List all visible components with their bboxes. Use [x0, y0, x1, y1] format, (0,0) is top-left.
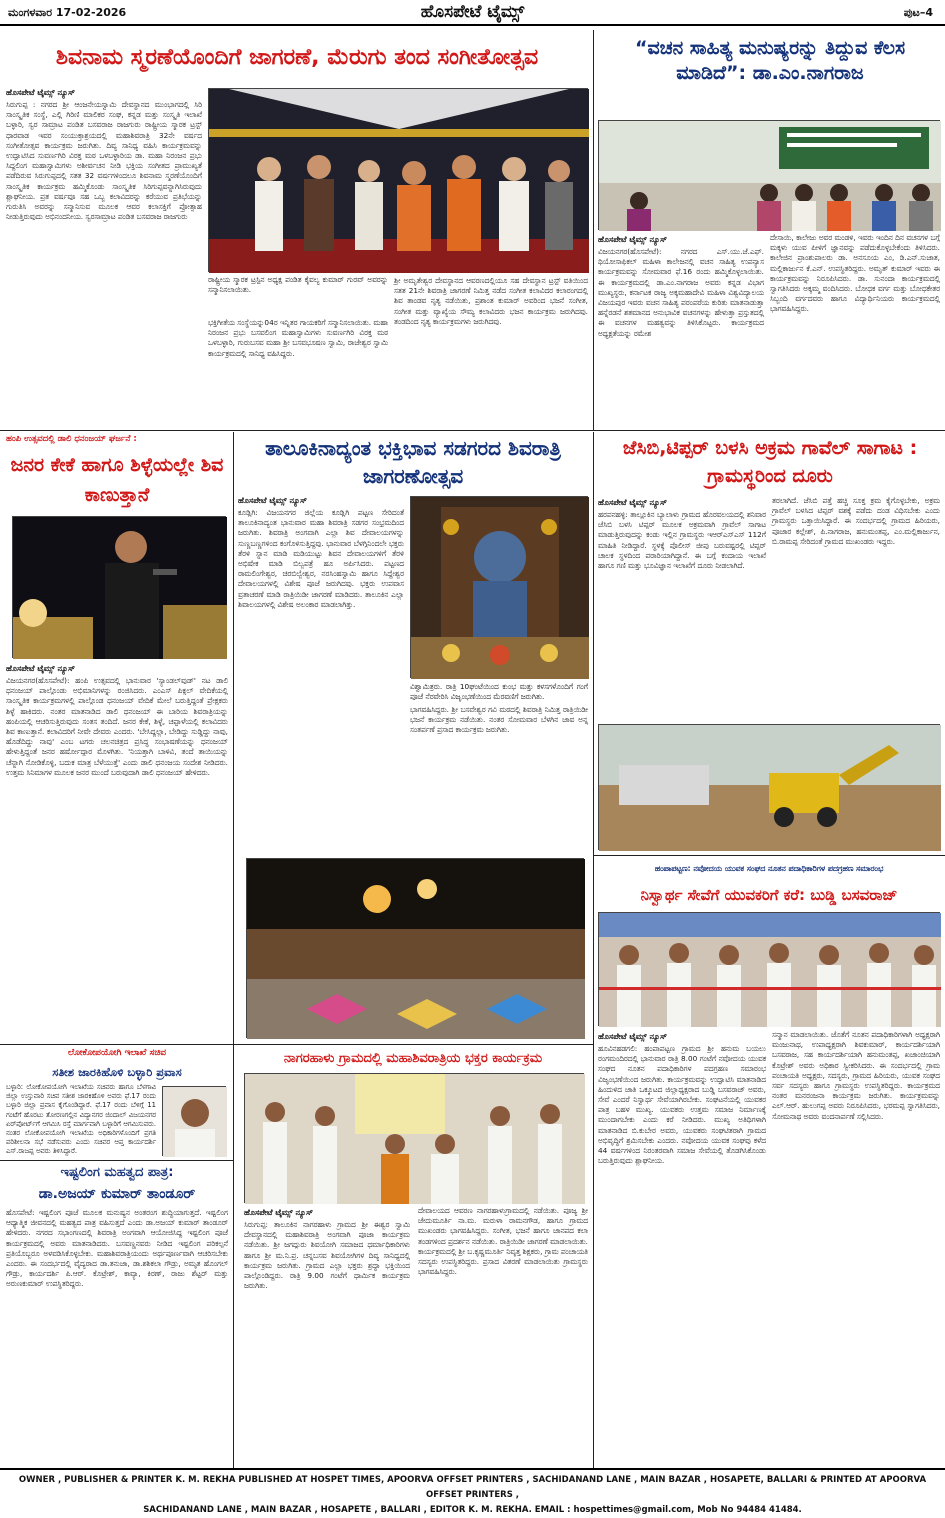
story6-headline-box — [596, 883, 942, 909]
story4-column-left — [238, 494, 404, 854]
story8-kicker: ಇಷ್ಟಲಿಂಗ ಮಹತ್ವದ ಪಾತ್ರ: — [60, 1165, 174, 1180]
story9-column-left — [244, 1206, 410, 1464]
story4-body-right: ಭಾಗವಹಿಸಿದ್ದರು. ಶ್ರೀ ಬಸವೇಶ್ವರ ಗವಿ ಮಠದಲ್ಲಿ ಶಿವರಾತ್ರಿ ನಿಮಿತ್ತ ರಾತ್ರಿಯಿಡೀ ಭಜನೆ ಕಾರ್ಯಕ್ರಮ ನಡೆಯಿತು. ನಂತರ ಸೋಮವಾರ ಬೆಳಗಿನ ಜಾವ ಅನ್ನ ಸಂತರ್ಪಣೆ ಪ್ರಸಾದ ಕಾರ್ಯಕ್ರಮ ಜರುಗಿತು. — [410, 705, 588, 735]
story1-photo — [208, 88, 588, 272]
section-rule — [0, 1044, 233, 1045]
story9-column-right — [418, 1206, 588, 1464]
story2-byline: ಹೊಸಪೇಟೆ ಟೈಮ್ಸ್ ನ್ಯೂಸ್ — [598, 235, 667, 244]
issue-date: ಮಂಗಳವಾರ 17-02-2026 — [8, 6, 127, 19]
story6-column-left — [598, 1030, 766, 1464]
story1-byline: ಹೊಸಪೇಟೆ ಟೈಮ್ಸ್ ನ್ಯೂಸ್ — [6, 88, 75, 97]
story6-headline: ನಿಸ್ವಾರ್ಥ ಸೇವೆಗೆ ಯುವಕರಿಗೆ ಕರೆ: ಬುಡ್ಡಿ ಬಸವರಾಜ್ — [640, 886, 898, 904]
story1-body-mid: ಭಕ್ತಿಗೀತೆಯ ಸಂಸ್ಥೆಯನ್ನು04ರ ಇನ್ನಿತರ ಗಾಯಕರಿಗೆ ಸನ್ಮಾನಿಸಲಾಯಿತು. ಮಹಾ ನಿರಂಜನ ಪ್ರಭು ಬಸವಲಿಂಗ ಮಹಾಸ್ವಾಮಿಗಳು ಸುವರ್ಣಗಿರಿ ವಿರಕ್ತ ಮಠ ಒಳಬಳ್ಳಾರಿ, ಗುರುಬಸವ ಮಹಾ ಶ್ರೀ ಬಸವಭೂಷಣ ಸ್ವಾಮಿ, ರಾಜೇಶ್ವರ ಸ್ವಾಮಿ ಕಾರ್ಯಕ್ರಮದಲ್ಲಿ ಸಾನಿಧ್ಯ ವಹಿಸಿದ್ದರು. — [208, 318, 388, 358]
story1-column-left — [6, 86, 202, 426]
story2-body-left: ವಿಜಯನಗರ(ಹೊಸಪೇಟೆ): ನಗರದ ಎಸ್.ಯು.ಜೆ.ಎಫ್. ಥಿಯೋಸಾಫಿಕಲ್ ಮಹಿಳಾ ಕಾಲೇಜನಲ್ಲಿ ವಚನ ಸಾಹಿತ್ಯ ಉಪನ್ಯಾಸ ಕಾರ್ಯಕ್ರಮವನ್ನು ಸೋಮವಾರ ಫೆ.16 ರಂದು ಹಮ್ಮಿಕೊಳ್ಳಲಾಯಿತು. ಈ ಕಾರ್ಯಕ್ರಮದಲ್ಲಿ ಡಾ.ಎಂ.ನಾಗರಾಜ ಅವರು ಕನ್ನಡ ವಿಭಾಗ ಮುಖ್ಯಸ್ಥರು, ಕರ್ನಾಟಕ ರಾಜ್ಯ ಅಕ್ಕಮಹಾದೇವಿ ಮಹಿಳಾ ವಿಶ್ವವಿದ್ಯಾಲಯ ವಿಜಯಪುರ ಇವರು ವಚನ ಸಾಹಿತ್ಯ ಪರಂಪರೆಯ ಕುರಿತು ಮಾತನಾಡುತ್ತಾ ಹನ್ನೆರಡನೆ ಶತಮಾನದ ಅನುಭಾವಿಕ ವಚನಗಳನ್ನು ಹೇಳುತ್ತಾ ಪ್ರಸ್ತುತದಲ್ಲಿ ಈ ವಚನಗಳ ಮಹತ್ವವನ್ನು ತಿಳಿಸಿಕೊಟ್ಟರು. ಕಾರ್ಯಕ್ರಮದ ಅಧ್ಯಕ್ಷತೆಯನ್ನು ರಮೇಶ — [598, 247, 764, 338]
story6-byline: ಹೊಸಪೇಟೆ ಟೈಮ್ಸ್ ನ್ಯೂಸ್ — [598, 1032, 667, 1041]
column-rule — [233, 432, 234, 1468]
story4-temple-photo — [410, 496, 588, 678]
story6-body-right: ಸನ್ಮಾನ ಮಾಡಲಾಯಿತು. ಜೊತೆಗೆ ನೂತನ ಪದಾಧಿಕಾರಿಗಳಾಗಿ ಅಧ್ಯಕ್ಷರಾಗಿ ಮಂಜುನಾಥ, ಉಪಾಧ್ಯಕ್ಷರಾಗಿ ಶಿವಕುಮಾರ್, ಕಾರ್ಯದರ್ಶಿಯಾಗಿ ಬಸವರಾಜ, ಸಹ ಕಾರ್ಯದರ್ಶಿಯಾಗಿ ಹನುಮಂತಪ್ಪ, ಖಜಾಂಚಿಯಾಗಿ ಕೊಟ್ರೇಶ್ ಅವರು ಅಧಿಕಾರ ಸ್ವೀಕರಿಸಿದರು. ಈ ಸಂದರ್ಭದಲ್ಲಿ ಗ್ರಾಮ ಪಂಚಾಯತಿ ಅಧ್ಯಕ್ಷರು, ಸದಸ್ಯರು, ಗ್ರಾಮದ ಹಿರಿಯರು, ಯುವಕ ಸಂಘದ ಸರ್ವ ಸದಸ್ಯರು ಹಾಗೂ ಗ್ರಾಮಸ್ಥರು ಉಪಸ್ಥಿತರಿದ್ದರು. ಕಾರ್ಯಕ್ರಮದ ನಂತರ ಮನರಂಜನಾ ಕಾರ್ಯಕ್ರಮ ಜರುಗಿತು. ಕಾರ್ಯಕ್ರಮವನ್ನು ಎಲ್.ಆರ್. ಹುಲುಗಪ್ಪ ಅವರು ನಿರೂಪಿಸಿದರು, ಭರಮಪ್ಪ ಸ್ವಾಗತಿಸಿದರು, ಸೋಮನಾಥ ಅವರು ವಂದನಾರ್ಪಣೆ ಸಲ್ಲಿಸಿದರು. — [772, 1030, 940, 1121]
story9-body-left: ಸಿರುಗುಪ್ಪ: ತಾಲೂಕಿನ ನಾಗರಹಾಳು ಗ್ರಾಮದ ಶ್ರೀ ಈಶ್ವರ ಸ್ವಾಮಿ ದೇವಸ್ಥಾನದಲ್ಲಿ ಮಹಾಶಿವರಾತ್ರಿ ಅಂಗವಾಗಿ ಪೂಜಾ ಕಾರ್ಯಕ್ರಮ ನಡೆಯಿತು. ಶ್ರೀ ಜಗದ್ಗುರು ಶಿವಯೋಗಿ ಸಮಾಜದ ಧರ್ಮಾಧಿಕಾರಿಗಳು ಹಾಗೂ ಶ್ರೀ ಮ.ನಿ.ಪ್ರ. ಚನ್ನಬಸವ ಶಿವಯೋಗಿಗಳ ದಿವ್ಯ ಸಾನಿಧ್ಯದಲ್ಲಿ ಕಾರ್ಯಕ್ರಮ ಜರುಗಿತು. ಗ್ರಾಮದ ಎಲ್ಲಾ ಭಕ್ತರು ಶ್ರದ್ಧಾ ಭಕ್ತಿಯಿಂದ ಪಾಲ್ಗೊಂಡಿದ್ದರು. ರಾತ್ರಿ 9.00 ಗಂಟೆಗೆ ಧಾರ್ಮಿಕ ಕಾರ್ಯಕ್ರಮ ಜರುಗಿತು. — [244, 1220, 410, 1291]
story6-photo — [598, 912, 940, 1026]
story9-body-right: ದೇವಾಲಯದ ಆವರಣ ನಾಗರಹಾಳುಗ್ರಾಮದಲ್ಲಿ ನಡೆಯಿತು. ಪೂಜ್ಯ ಶ್ರೀ ಜೇದುಮೂರ್ತಿ ನಾ.ಮ. ಮರುಳಾ ರಾಮನಗೌಡ, ಹಾಗೂ ಗ್ರಾಮದ ಮುಖಂಡರು ಭಾಗವಹಿಸಿದ್ದರು. ಸಂಗೀತ, ಭಜನೆ ಹಾಗೂ ಜಾನಪದ ಕಲಾ ತಂಡಗಳಿಂದ ಪ್ರದರ್ಶನ ನಡೆಯಿತು. ರಾತ್ರಿಯಿಡೀ ಜಾಗರಣೆ ಮಾಡಲಾಯಿತು. ಕಾರ್ಯಕ್ರಮದಲ್ಲಿ ಶ್ರೀ ಬ.ಕೃಷ್ಣಮೂರ್ತಿ ನಿವೃತ್ತ ಶಿಕ್ಷಕರು, ಗ್ರಾಮ ಪಂಚಾಯತಿ ಸದಸ್ಯರು ಉಪಸ್ಥಿತರಿದ್ದರು. ಪ್ರಸಾದ ವಿತರಣೆ ಮಾಡಲಾಯಿತು ಗ್ರಾಮಸ್ಥರು ಭಾಗವಹಿಸಿದ್ದರು. — [418, 1206, 588, 1277]
story1-body-left: ಸಿರುಗುಪ್ಪ : ನಗರದ ಶ್ರೀ ಆಂಜನೇಯಸ್ವಾಮಿ ದೇವಸ್ಥಾನದ ಮುಂಭಾಗದಲ್ಲಿ ಸಿರಿ ಸಾಂಸ್ಕೃತಿಕ ಸಂಸ್ಥೆ, ಎಲ್ಲಿ ಗಿರಿಣಿ ಮಾಲಿಕರ ಸಂಘ, ಕನ್ನಡ ಮತ್ತು ಸಂಸ್ಕೃತಿ ಇಲಾಖೆ ಬಳ್ಳಾರಿ, ಸ್ವರ ಸಾಮ್ರಾಟ ಪಂಡಿತ ಬಸವರಾಜ ರಾಜಗುರು ರಾಷ್ಟ್ರೀಯ ಸ್ಮಾರಕ ಟ್ರಸ್ಟ್ ಧಾರವಾಡ ಇವರ ಸಂಯುಕ್ತಾಶ್ರಯದಲ್ಲಿ ಮಹಾಶಿವರಾತ್ರಿ 32ನೇ ವರ್ಷದ ಸಂಗೀತೋತ್ಸವ ಕಾರ್ಯಕ್ರಮ ಜರುಗಿತು. ದಿವ್ಯ ಸಾನಿಧ್ಯ ವಹಿಸಿ ಕಾರ್ಯಕ್ರಮವನ್ನು ಉದ್ಘಾಟಿಸಿದ ಸುವರ್ಣಗಿರಿ ವಿರಕ್ತ ಮಠ ಒಳಬಳ್ಳಾರಿಯ ಡಾ. ಮಹಾ ನಿರಂಜನ ಪ್ರಭು ಸಿದ್ದಲಿಂಗ ಮಹಾಸ್ವಾಮಿಗಳು ಅಶೀರ್ವಚನ ನೀಡಿ ಭಕ್ತಿಯ ಸಂಗೀತದ ಪ್ರಾಮುಖ್ಯತೆ ಪಡೆದಿರುವ ಸಿರುಗುಪ್ಪದಲ್ಲಿ ಸತತ 32 ವರ್ಷಗಳಿಂದಲೂ ಶಿವನಾಮ ಸ್ಮರಣೆಯೊಂದಿಗೆ ಸಾಂಸ್ಕೃತಿಕ ಕಾರ್ಯಕ್ರಮ ಹಮ್ಮಿಕೊಂಡು ಸಾಂಸ್ಕೃತಿಕ ಸಿರಿಗುಪ್ಪವನ್ನಾಗಿಸಿರುವುದು ಶ್ಲಾಘನೀಯ. ಪ್ರತ ವರ್ಷವೂ ಸಹ ಒಬ್ಬ ಕಲಾವಿದರನ್ನು ಕರೆಯುವ ಪ್ರತಿಭೆಯನ್ನು ಗುರುತಿಸಿ ಅವರನ್ನು ಸನ್ಮಾನಿಸುವ ಮೂಲಕ ಆವರ ಕಲಾಸಕ್ತಿಗೆ ಪ್ರೋತ್ಸಾಹ ನೀಡುತ್ತಿರುವುದು ಅಭಿನಂದನೀಯ. ಸ್ವರಸಾಮ್ರಾಟ ಪಂಡಿತ ಬಸವರಾಜ ರಾಜಗುರು — [6, 100, 202, 222]
story2-column-right — [770, 233, 940, 428]
story8-headline-box — [6, 1183, 228, 1205]
story1-caption-box — [208, 275, 388, 315]
minister-portrait-illustration — [163, 1087, 227, 1157]
story7-headline: ಸತೀಶ ಜಾರಕಿಹೊಳಿ ಬಳ್ಳಾರಿ ಪ್ರವಾಸ — [52, 1065, 182, 1079]
story8-column — [6, 1208, 228, 1464]
story5-body-right: ತರಲಾಗಿದೆ. ಜೆಸಿಬಿ ಪತ್ತೆ ಹಚ್ಚಿ ಸೂಕ್ತ ಕ್ರಮ ಕೈಗೊಳ್ಳಬೇಕು, ಅಕ್ರಮ ಗ್ರಾವೆಲ್ ಬಳಸಿದ ಟಿಪ್ಪರ್ ವಶಕ್ಕೆ ಪಡೆದು ದಂಡ ವಿಧಿಸಬೇಕು ಎಂದು ಗ್ರಾಮಸ್ಥರು ಒತ್ತಾಯಿಸಿದ್ದಾರೆ. ಈ ಸಂದರ್ಭದಲ್ಲಿ ಗ್ರಾಮದ ಹಿರಿಯರು, ಪೂಜಾರ ಕಲ್ಲೇಶ್, ಪಿ.ನಾಗರಾಜ, ಹನುಮಂತಪ್ಪ, ಎಂ.ಮಲ್ಲಿಕಾರ್ಜುನ, ಬಿ.ರಾಮಪ್ಪ ಸೇರಿದಂತೆ ಗ್ರಾಮದ ಮುಖಂಡರು ಇದ್ದರು. — [772, 496, 940, 546]
story5-body-left: ಹರಪನಹಳ್ಳಿ: ತಾಲ್ಲೂಕಿನ ಬ್ಯಾಲಾಳು ಗ್ರಾಮದ ಹೊರವಲಯದಲ್ಲಿ ಶನಿವಾರ ಜೆಸಿಬಿ ಬಳಸಿ ಟಿಪ್ಪರ್ ಮೂಲಕ ಅಕ್ರಮವಾಗಿ ಗ್ರಾವೆಲ್ ಸಾಗಾಟ ಮಾಡುತ್ತಿರುವುದನ್ನು ಕಂಡು ಇಲ್ಲಿನ ಗ್ರಾಮಸ್ಥರು ಇಆರ್‌ಎಸ್‌ಎಸ್ 112ಗೆ ಮಾಹಿತಿ ನೀಡಿದ್ದಾರೆ. ಸ್ಥಳಕ್ಕೆ ಪೊಲೀಸ್ ಜೀಪು ಬರುವಷ್ಟರಲ್ಲಿ ಟಿಪ್ಪರ್ ಚಾಲಕ ಸ್ಥಳದಿಂದ ಪರಾರಿಯಾಗಿದ್ದಾನೆ. ಈ ಬಗ್ಗೆ ಕಂದಾಯ ಇಲಾಖೆ ಹಾಗೂ ಗಣಿ ಮತ್ತು ಭೂವಿಜ್ಞಾನ ಇಲಾಖೆಗೆ ದೂರು ನೀಡಲಾಗಿದೆ. — [598, 510, 766, 571]
story5-column-right — [772, 496, 940, 722]
imprint-line-1: OWNER , PUBLISHER & PRINTER K. M. REKHA PUBLISHED AT HOSPET TIMES, APOORVA OFFSET PRINTERS , SACHIDANAND LANE , MAIN BAZAR , HOSAPETE, BALLARI & PRINTED AT APOORVA OFFSET PRINTERS , — [18, 1475, 927, 1500]
story3-headline-box — [6, 450, 228, 514]
story4-night-photo — [246, 858, 584, 1038]
story2-headline: “ವಚನ ಸಾಹಿತ್ಯ ಮನುಷ್ಯರನ್ನು ತಿದ್ದುವ ಕೆಲಸ ಮಾಡಿದೆ”: ಡಾ.ಎಂ.ನಾಗರಾಜ — [634, 37, 906, 84]
section-rule — [0, 430, 945, 431]
story6-kicker: ಹಂಪಾಪಟ್ಟಣ: ನವೋದಯ ಯುವಕ ಸಂಘದ ನೂತನ ಪದಾಧಿಕಾರಿಗಳ ಪದಗ್ರಹಣ ಸಮಾರಂಭ — [654, 864, 884, 873]
story8-kicker-box — [6, 1164, 228, 1182]
story5-column-left — [598, 496, 766, 722]
masthead — [0, 0, 945, 26]
story4-caption: ವಿಶ್ವಾಮಿತ್ರರು. ರಾತ್ರಿ 10ಘಂಟೆಯಿಂದ ಕುಂಭ ಮತ್ತು ಕಳಸಗಳೊಂದಿಗೆ ಗಂಗೆ ಪೂಜೆ ನೆರವೇರಿಸಿ ವಿಜೃಂಭಣೆಯಿಂದ ಮೆರವಣಿಗೆ ಜರುಗಿತು. — [410, 682, 588, 701]
story3-kicker-box — [6, 434, 228, 448]
jcb-photo-illustration — [599, 725, 941, 851]
deity-photo-illustration — [411, 497, 589, 679]
story3-column — [6, 662, 228, 1040]
story5-headline-box — [600, 434, 940, 494]
story7-kicker: ಲೋಕೋಪಯೋಗಿ ಇಲಾಖೆ ಸಚಿವ — [67, 1048, 167, 1058]
story6-body-left: ಹೂವಿನಹಡಗಲಿ: ಹಂಪಾಪಟ್ಟಣ ಗ್ರಾಮದ ಶ್ರೀ ಹನುಮ ಬಯಲು ರಂಗಮಂದಿರದಲ್ಲಿ ಭಾನುವಾರ ರಾತ್ರಿ 8.00 ಗಂಟೆಗೆ ನವೋದಯ ಯುವಕ ಸಂಘದ ನೂತನ ಪದಾಧಿಕಾರಿಗಳ ಪದಗ್ರಹಣ ಸಮಾರಂಭ ವಿಜೃಂಭಣೆಯಿಂದ ಜರುಗಿತು. ಕಾರ್ಯಕ್ರಮವನ್ನು ಉದ್ಘಾಟಿಸಿ ಮಾತನಾಡಿದ ಹಿಂದುಳಿದ ಜಾತಿ ಒಕ್ಕೂಟದ ಜಿಲ್ಲಾಧ್ಯಕ್ಷರಾದ ಬುಡ್ಡಿ ಬಸವರಾಜ್ ಅವರು, ಸೇವೆ ಎಂದರೆ ನಿಸ್ವಾರ್ಥ ಸೇವೆಯಾಗಿರಬೇಕು. ಸಂಘಟನೆಯಲ್ಲಿ ಯುವಕರ ಪಾತ್ರ ಬಹಳ ಮುಖ್ಯ. ಯುವಕರು ಉತ್ತಮ ಸಮಾಜ ನಿರ್ಮಾಣಕ್ಕೆ ಮುಂದಾಗಬೇಕು ಎಂದು ಕರೆ ನೀಡಿದರು. ಮುಖ್ಯ ಅತಿಥಿಗಳಾಗಿ ಮಾತನಾಡಿದ ಬಿ.ಕುಬೇರ ಅವರು, ಯುವಕರು ಸಂಘಟಿತರಾಗಿ ಗ್ರಾಮದ ಅಭಿವೃದ್ಧಿಗೆ ಶ್ರಮಿಸಬೇಕು ಎಂದರು. ನವೋದಯ ಯುವಕ ಸಂಘವು ಕಳೆದ 44 ವರ್ಷಗಳಿಂದ ನಿರಂತರವಾಗಿ ಸಮಾಜ ಸೇವೆಯಲ್ಲಿ ತೊಡಗಿಸಿಕೊಂಡು ಬರುತ್ತಿರುವುದು ಶ್ಲಾಘನೀಯ. — [598, 1044, 766, 1166]
story1-column-mid — [208, 318, 388, 428]
lecture-photo-illustration — [599, 121, 941, 231]
column-rule — [593, 30, 594, 430]
actor-photo-illustration — [13, 517, 227, 659]
story4-body-left: ಕೂಡ್ಲಿಗಿ: ವಿಜಯನಗರ ಜಿಲ್ಲೆಯ ಕೂಡ್ಲಿಗಿ ಪಟ್ಟಣ ಸೇರಿದಂತೆ ತಾಲೂಕಿನಾದ್ಯಂತ ಭಾನುವಾರ ಮಹಾ ಶಿವರಾತ್ರಿ ಸಡಗರ ಸಂಭ್ರಮದಿಂದ ಜರುಗಿತು. ಶಿವರಾತ್ರಿ ಅಂಗವಾಗಿ ಎಲ್ಲಾ ಶಿವ ದೇವಾಲಯಗಳನ್ನು ಸುಣ್ಣಬಣ್ಣಗಳಿಂದ ಕಂಗೊಳಿಸುತ್ತಿದ್ದವು. ಭಾನುವಾರ ಬೆಳಗ್ಗಿನಿಂದಲೇ ಭಕ್ತರು ತೆರಳಿ ಸ್ನಾನ ಮಾಡಿ ಮಡಿಯುಟ್ಟು ಶಿವನ ದೇವಾಲಯಗಳಿಗೆ ತೆರಳಿ ಅಭಿಷೇಕ ಮಾಡಿ ಬಿಲ್ವಪತ್ರೆ ಹೂ ಅರ್ಪಿಸಿದರು. ಪಟ್ಟಣದ ರಾಮಲಿಂಗೇಶ್ವರ, ಚಿರಬಿಲ್ವೇಶ್ವರ, ನರಸಿಂಹಸ್ವಾಮಿ ಹಾಗೂ ಸಿದ್ದೇಶ್ವರ ದೇವಾಲಯಗಳಲ್ಲಿ ವಿಶೇಷ ಪೂಜೆ ಜರುಗಿದವು. ಭಕ್ತರು ಉಪವಾಸ ವ್ರತಾಚರಣೆ ಮಾಡಿ ರಾತ್ರಿಯಿಡೀ ಜಾಗರಣೆ ಮಾಡಿದರು. ತಾಲೂಕಿನ ಎಲ್ಲಾ ಶಿವಾಲಯಗಳಲ್ಲಿ ವಿಶೇಷ ಅಲಂಕಾರ ಮಾಡಲಾಗಿತ್ತು. — [238, 508, 404, 609]
story1-headline-box — [6, 34, 588, 84]
page-number: ಪುಟ–4 — [903, 6, 933, 19]
story3-kicker: ಹಂಪಿ ಉತ್ಸವದಲ್ಲಿ ಡಾಲಿ ಧನಂಜಯ್ ಘರ್ಜನೆ : — [6, 434, 137, 444]
column-rule — [593, 432, 594, 1468]
felicitation-photo-illustration — [245, 1074, 585, 1204]
story3-byline: ಹೊಸಪೇಟೆ ಟೈಮ್ಸ್ ನ್ಯೂಸ್ — [6, 664, 75, 673]
story1-column-right — [394, 276, 588, 428]
story2-column-left — [598, 233, 764, 428]
story4-byline: ಹೊಸಪೇಟೆ ಟೈಮ್ಸ್ ನ್ಯೂಸ್ — [238, 496, 307, 505]
story8-body: ಹೊಸಪೇಟೆ: ಇಷ್ಟಲಿಂಗ ಪೂಜೆ ಮೂಲಕ ಮನುಷ್ಯನ ಅಂತರಂಗ ಶುದ್ಧಿಯಾಗುತ್ತದೆ. ಇಷ್ಟಲಿಂಗ ಆಧ್ಯಾತ್ಮಿಕ ಜೀವನದಲ್ಲಿ ಮಹತ್ವದ ಪಾತ್ರ ವಹಿಸುತ್ತದೆ ಎಂದು ಡಾ.ಅಜಯ್ ಕುಮಾರ್ ತಾಂಡೂರ್ ಹೇಳಿದರು. ನಗರದ ಸಭಾಂಗಣದಲ್ಲಿ ಶಿವರಾತ್ರಿ ಅಂಗವಾಗಿ ಆಯೋಜಿಸಿದ್ದ ಇಷ್ಟಲಿಂಗ ಪೂಜೆ ಕಾರ್ಯಕ್ರಮದಲ್ಲಿ ಅವರು ಮಾತನಾಡಿದರು. ಬಸವಣ್ಣನವರು ನೀಡಿದ ಇಷ್ಟಲಿಂಗ ಪರಿಕಲ್ಪನೆ ಪ್ರತಿಯೊಬ್ಬರೂ ಅಳವಡಿಸಿಕೊಳ್ಳಬೇಕು. ಮಹಾಶಿವರಾತ್ರಿಯಂದು ಅರ್ಥಪೂರ್ಣವಾಗಿ ಆಚರಿಸಬೇಕು ಎಂದರು. ಈ ಸಂದರ್ಭದಲ್ಲಿ ವೈದ್ಯರಾದ ಡಾ.ತನುಜಾ, ಡಾ.ಶಶಿಕಲಾ ಗೌಡ್ರು, ಅಮೃತ ಹೊಂಗಲ್ ಗೌಡ್ರು, ಕಾರ್ಯದರ್ಶಿ ಪಿ.ಆರ್. ಕೊಟ್ರೇಶ್, ಕಾವ್ಯಾ, ಕಿರಣ್, ರಾಜು ಶೆಟ್ಟರ್ ಮತ್ತು ಅರುಣಕುಮಾರ್ ಉಪಸ್ಥಿತರಿದ್ದರು. — [6, 1208, 228, 1289]
story1-caption: ರಾಷ್ಟ್ರೀಯ ಸ್ಮಾರಕ ಟ್ರಸ್ಟಿನ ಅಧ್ಯಕ್ಷ ಪಂಡಿತ ಕೈವಲ್ಯ ಕುಮಾರ್ ಗುರವ್ ಅವರನ್ನು ಸನ್ಮಾನಿಸಲಾಯಿತು. — [208, 275, 388, 294]
story4-headline: ತಾಲೂಕಿನಾದ್ಯಂತ ಭಕ್ತಿಭಾವ ಸಡಗರದ ಶಿವರಾತ್ರಿ ಜಾಗರಣೋತ್ಸವ — [265, 436, 561, 488]
story7-portrait — [162, 1086, 226, 1156]
story7-body: ಬಳ್ಳಾರಿ: ಲೋಕೋಪಯೋಗಿ ಇಲಾಖೆಯ ಸಚಿವರು ಹಾಗೂ ಬೆಳಗಾವಿ ಜಿಲ್ಲಾ ಉಸ್ತುವಾರಿ ಸಚಿವ ಸತೀಶ ಜಾರಕಿಹೊಳಿ ಅವರು ಫೆ.17 ರಂದು ಬಳ್ಳಾರಿ ಜಿಲ್ಲಾ ಪ್ರವಾಸ ಕೈಗೊಂಡಿದ್ದಾರೆ. ಫೆ.17 ರಂದು ಬೆಳಿಗ್ಗೆ 11 ಗಂಟೆಗೆ ಹೊರಟು ತೋರಣಗಲ್ಲಿನ ವಿದ್ಯಾನಗರ ಜಿಂದಾಲ್ ವಿಜಯನಗರ ಏರ್‌ಪೋರ್ಟ್‌ಗೆ ಆಗಮಿಸಿ ರಸ್ತೆ ಮಾರ್ಗವಾಗಿ ಬಳ್ಳಾರಿಗೆ ಆಗಮಿಸುವರು. ನಂತರ ಲೋಕೋಪಯೋಗಿ ಇಲಾಖೆಯ ಅಧಿಕಾರಿಗಳೊಂದಿಗೆ ಪ್ರಗತಿ ಪರಿಶೀಲನಾ ಸಭೆ ನಡೆಸುವರು ಎಂದು ಸಚಿವರ ಆಪ್ತ ಕಾರ್ಯದರ್ಶಿ ಎಸ್.ರಾಜಪ್ಪ ಅವರು ತಿಳಿಸಿದ್ದಾರೆ. — [6, 1083, 156, 1156]
paper-name: ಹೊಸಪೇಟೆ ಟೈಮ್ಸ್ — [420, 2, 525, 22]
story2-photo — [598, 120, 940, 230]
story7-kicker-box — [6, 1048, 228, 1062]
story5-photo — [598, 724, 940, 850]
story6-kicker-box — [596, 858, 942, 882]
story5-headline: ಜೆಸಿಬಿ,ಟಿಪ್ಪರ್ ಬಳಸಿ ಅಕ್ರಮ ಗಾವೆಲ್ ಸಾಗಾಟ : ಗ್ರಾಮಸ್ಥರಿಂದ ದೂರು — [622, 437, 918, 487]
story2-body-right: ದೇಸಾಯಿ, ಕಾಲೇಜು ಅವರ ಮಂಡಳಿ, ಇವರು ಇಂದಿನ ದಿನ ವಚನಗಳ ಬಗ್ಗೆ ಮಕ್ಕಳು ಯುವ ಪೀಳಿಗೆ ಜ್ಞಾನವನ್ನು ಪಡೆದುಕೊಳ್ಳಬೇಕೆಂದು ತಿಳಿಸಿದರು. ಕಾಲೇಜಿನ ಪ್ರಾಂಶುಪಾಲರು ಡಾ. ಅನಸೂಯ ಎಂ, ಡಿ.ಎನ್.ಸುಜಾತ, ಮಲ್ಲಿಕಾರ್ಜುನ ಕೆ.ಎನ್. ಉಪಸ್ಥಿತರಿದ್ದರು. ಅಮೃತ್ ಕುಮಾರ್ ಇವರು ಈ ಕಾರ್ಯಕ್ರಮವನ್ನು ನಿರೂಪಿಸಿದರು. ಡಾ. ಸುನಂದಾ ಕಾರ್ಯಕ್ರಮದಲ್ಲಿ ಸ್ವಾಗತಿಸಿದರು ಅಕ್ಕಮ್ಮ ವಂದಿಸಿದರು. ಬೋಧಕ ವರ್ಗ ಮತ್ತು ಬೋಧಕೇತರ ಸಿಬ್ಬಂದಿ ವರ್ಗದವರು ಹಾಗೂ ವಿದ್ಯಾರ್ಥಿನಿಯರು ಕಾರ್ಯಕ್ರಮದಲ್ಲಿ ಭಾಗವಹಿಸಿದ್ದರು. — [770, 233, 940, 314]
story3-photo — [12, 516, 226, 658]
imprint-footer — [0, 1468, 945, 1515]
story6-column-right — [772, 1030, 940, 1464]
story7-headline-box — [6, 1063, 228, 1081]
story2-headline-box — [600, 36, 940, 116]
ribbon-cutting-illustration — [599, 913, 941, 1027]
story9-headline-box — [238, 1048, 588, 1070]
story4-headline-box — [238, 434, 588, 492]
procession-photo-illustration — [247, 859, 585, 1039]
story3-body: ವಿಜಯನಗರ(ಹೊಸಪೇಟೆ): ಹಂಪಿ ಉತ್ಸವದಲ್ಲಿ ಭಾನುವಾರ 'ಸ್ಯಾಂಡಲ್‌ವುಡ್' ನಟ ಡಾಲಿ ಧನಂಜಯ್ ಪಾಲ್ಗೊಂಡು ಅಭಿಮಾನಿಗಳನ್ನು ರಂಜಿಸಿದರು. ಎಂಎಸ್ ಪಿಕ್ಸಲ್ ವೇದಿಕೆಯಲ್ಲಿ ಸಾಂಸ್ಕೃತಿಕ ಕಾರ್ಯಕ್ರಮಗಳಲ್ಲಿ ಪಾಲ್ಗೊಂಡ ಧನಂಜಯ್ ವೇದಿಕೆ ಮೇಲೆ ಬರುತ್ತಿದ್ದಂತೆ ಪ್ರೇಕ್ಷಕರು ಶಿಳ್ಳೆ ಹಾಕಿದರು. ನಂತರ ಮಾತನಾಡಿದ ಡಾಲಿ ಧನಂಜಯ್ ಈ ಬಾರಿಯ ಶಿವರಾತ್ರಿಯನ್ನು ಹಂಪಿಯಲ್ಲಿ ಆಚರಿಸುತ್ತಿರುವುದು ಸಂತಸ ತಂದಿದೆ. ಜನರ ಕೇಕೆ, ಶಿಳ್ಳೆ, ಚಪ್ಪಾಳೆಯಲ್ಲಿ ಕಲಾವಿದರು ಶಿವ ಕಾಣುತ್ತಾನೆ. ಕಲಾವಿದರಿಗೆ ನೀವೇ ದೇವರು ಎಂದರು. 'ಬೇಸಿದ್ದಲ್ಲಾ, ಬೇಡಿದ್ದು ಸುಡ್ಡಿದ್ದು ನಾವು, ಹೊಡೆದಿದ್ದು ನಾವು' ಎಂಬ ಟಗರು ಚಲನಚಿತ್ರದ ಪ್ರಸಿದ್ಧ ಸಂಭಾಷಣೆಯನ್ನು ಧನಂಜಯ್ ಹೇಳುತ್ತಿದ್ದಂತೆ ಜನರ ಹರ್ಷೋದ್ಗಾರ ಮೊಳಗಿತು. 'ನಿಯತ್ತಾಗಿ ಬಾಳಿವಿ, ತಂದೆ ತಾಯಿಯನ್ನು ಚೆನ್ನಾಗಿ ನೋಡಿಕೊಳ್ಳಿ, ಬದುಕ ಮಾತ್ರ ಬೆಳೆಯುತ್ತೆ' ಎಂದು ಡಾಲಿ ಧನಂಜಯ ಸಂದೇಶ ನೀಡಿದರು. ಉತ್ತಮ ಸಿನಿಮಾಗಳ ಮೂಲಕ ಜನರ ಮುಂದೆ ಬರುವುದಾಗಿ ಡಾಲಿ ಧನಂಜಯ್ ಹೇಳಿದರು. — [6, 676, 228, 777]
story8-headline: ಡಾ.ಅಜಯ್ ಕುಮಾರ್ ತಾಂಡೂರ್ — [38, 1186, 196, 1202]
story9-byline: ಹೊಸಪೇಟೆ ಟೈಮ್ಸ್ ನ್ಯೂಸ್ — [244, 1208, 313, 1217]
story1-headline: ಶಿವನಾಮ ಸ್ಮರಣೆಯೊಂದಿಗೆ ಜಾಗರಣೆ, ಮೆರುಗು ತಂದ ಸಂಗೀತೋತ್ಸವ — [55, 45, 539, 70]
story1-body-right: ಶ್ರೀ ಅಮೃತೇಶ್ವರ ದೇವಸ್ಥಾನದ ಆವರಣದಲ್ಲಿಯೂ ಸಹ ದೇವಸ್ಥಾನ ಟ್ರಸ್ಟ್ ವತಿಯಿಂದ ಸತತ 21ನೇ ಶಿವರಾತ್ರಿ ಜಾಗರಣೆ ನಿಮಿತ್ತ ನಡೆದ ಸಂಗೀತ ಕಲಾವಿದರ ಕಲಾರಂಗದಲ್ಲಿ ಶಿವ ತಾಂಡವ ನೃತ್ಯ ನಡೆಯಿತು, ಪ್ರಶಾಂತ ಕುಮಾರ್ ಅವರಿಂದ ಭಜನೆ ಸಂಗೀತ, ಸಂಗೀತ ಮತ್ತು ವ್ಯಾಖ್ಯೆಯ ಸೌಮ್ಯ ಕಲಾವಿದರು ಭಜನ ಕಾರ್ಯಕ್ರಮ ಜರುಗಿದವು. ತಂಡದಿಂದ ನೃತ್ಯ ಕಾರ್ಯಕ್ರಮಗಳು ಜರುಗಿದವು. — [394, 276, 588, 326]
section-rule — [0, 1160, 233, 1161]
story5-byline: ಹೊಸಪೇಟೆ ಟೈಮ್ಸ್ ನ್ಯೂಸ್ — [598, 498, 667, 507]
stage-photo-illustration — [209, 89, 589, 273]
story9-headline: ನಾಗರಹಾಳು ಗ್ರಾಮದಲ್ಲಿ ಮಹಾಶಿವರಾತ್ರಿಯ ಭಕ್ತರ ಕಾರ್ಯಕ್ರಮ — [283, 1051, 543, 1066]
story4-column-right — [410, 682, 588, 854]
section-rule — [234, 1044, 593, 1045]
story9-photo — [244, 1073, 584, 1203]
story7-column — [6, 1083, 156, 1159]
imprint-line-2: SACHIDANAND LANE , MAIN BAZAR , HOSAPETE , BALLARI , EDITOR K. M. REKHA. EMAIL : hospettimes@gmail.com, Mob No 94484 41484. — [143, 1505, 802, 1515]
section-rule — [594, 855, 945, 856]
story3-headline: ಜನರ ಕೇಕೆ ಹಾಗೂ ಶಿಳ್ಳೆಯಲ್ಲೇ ಶಿವ ಕಾಣುತ್ತಾನೆ — [10, 454, 224, 506]
